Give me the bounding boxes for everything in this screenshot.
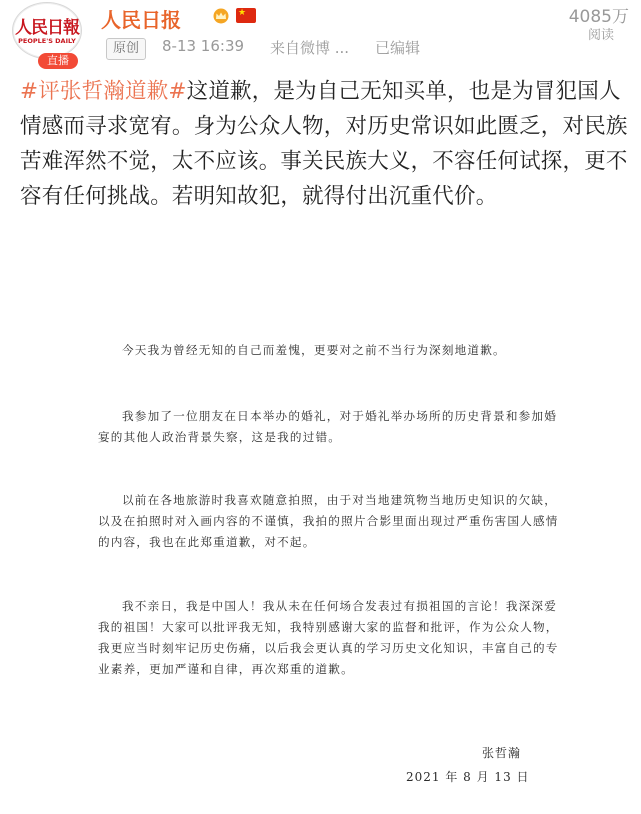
- post-source[interactable]: 来自微博 ...: [270, 39, 350, 57]
- hashtag-link[interactable]: #评张哲瀚道歉#: [20, 79, 187, 104]
- post-time: 8-13 16:39: [162, 37, 245, 55]
- account-name[interactable]: 人民日报: [101, 8, 181, 32]
- china-flag-icon: ★: [236, 8, 256, 23]
- post-body: 这道歉，是为自己无知买单，也是为冒犯国人情感而寻求宽宥。身为公众人物，对历史常识如此匮乏，对民族苦难浑然不觉，太不应该。事关民族大义，不容任何试探，更不容有任何挑战。若明知故犯，就得付出沉重代价。: [20, 79, 628, 209]
- statement-date: 2021 年 8 月 13 日: [406, 770, 530, 784]
- post-text: [20, 74, 628, 214]
- statement-paragraph: 今天我为曾经无知的自己而羞愧，更要对之前不当行为深刻地道歉。: [122, 343, 506, 357]
- read-label: 阅读: [587, 28, 614, 43]
- read-count: 4085万: [568, 7, 629, 27]
- statement-paragraph: 以前在各地旅游时我喜欢随意拍照，由于对当地建筑物当地历史知识的欠缺，以及在拍照时对入画内容的不谨慎，我拍的照片合影里面出现过严重伤害国人感情的内容，我也在此郑重道歉，对不起。: [98, 493, 559, 549]
- live-badge[interactable]: 直播: [38, 53, 78, 69]
- avatar-logo-text: 人民日報: [15, 18, 79, 38]
- avatar[interactable]: [12, 2, 82, 59]
- avatar-logo-subtext: PEOPLE'S DAILY: [18, 37, 76, 45]
- statement-signature: 张哲瀚: [482, 746, 522, 760]
- edited-label[interactable]: 已编辑: [375, 39, 421, 57]
- statement-image[interactable]: [98, 328, 576, 806]
- statement-paragraph: 我不亲日，我是中国人！我从未在任何场合发表过有损祖国的言论！我深深爱我的祖国！大家可以批评我无知，我特别感谢大家的监督和批评，作为公众人物，我更应当时刻牢记历史伤痛，以后我会更认真的学习历史文化知识，丰富自己的专业素养，更加严谨和自律，再次郑重的道歉。: [98, 599, 559, 676]
- statement-paragraph: 我参加了一位朋友在日本举办的婚礼，对于婚礼举办场所的历史背景和参加婚宴的其他人政治背景失察，这是我的过错。: [98, 409, 557, 444]
- post-header: [0, 0, 641, 68]
- crown-icon: [212, 8, 230, 24]
- original-badge: 原创: [106, 38, 146, 60]
